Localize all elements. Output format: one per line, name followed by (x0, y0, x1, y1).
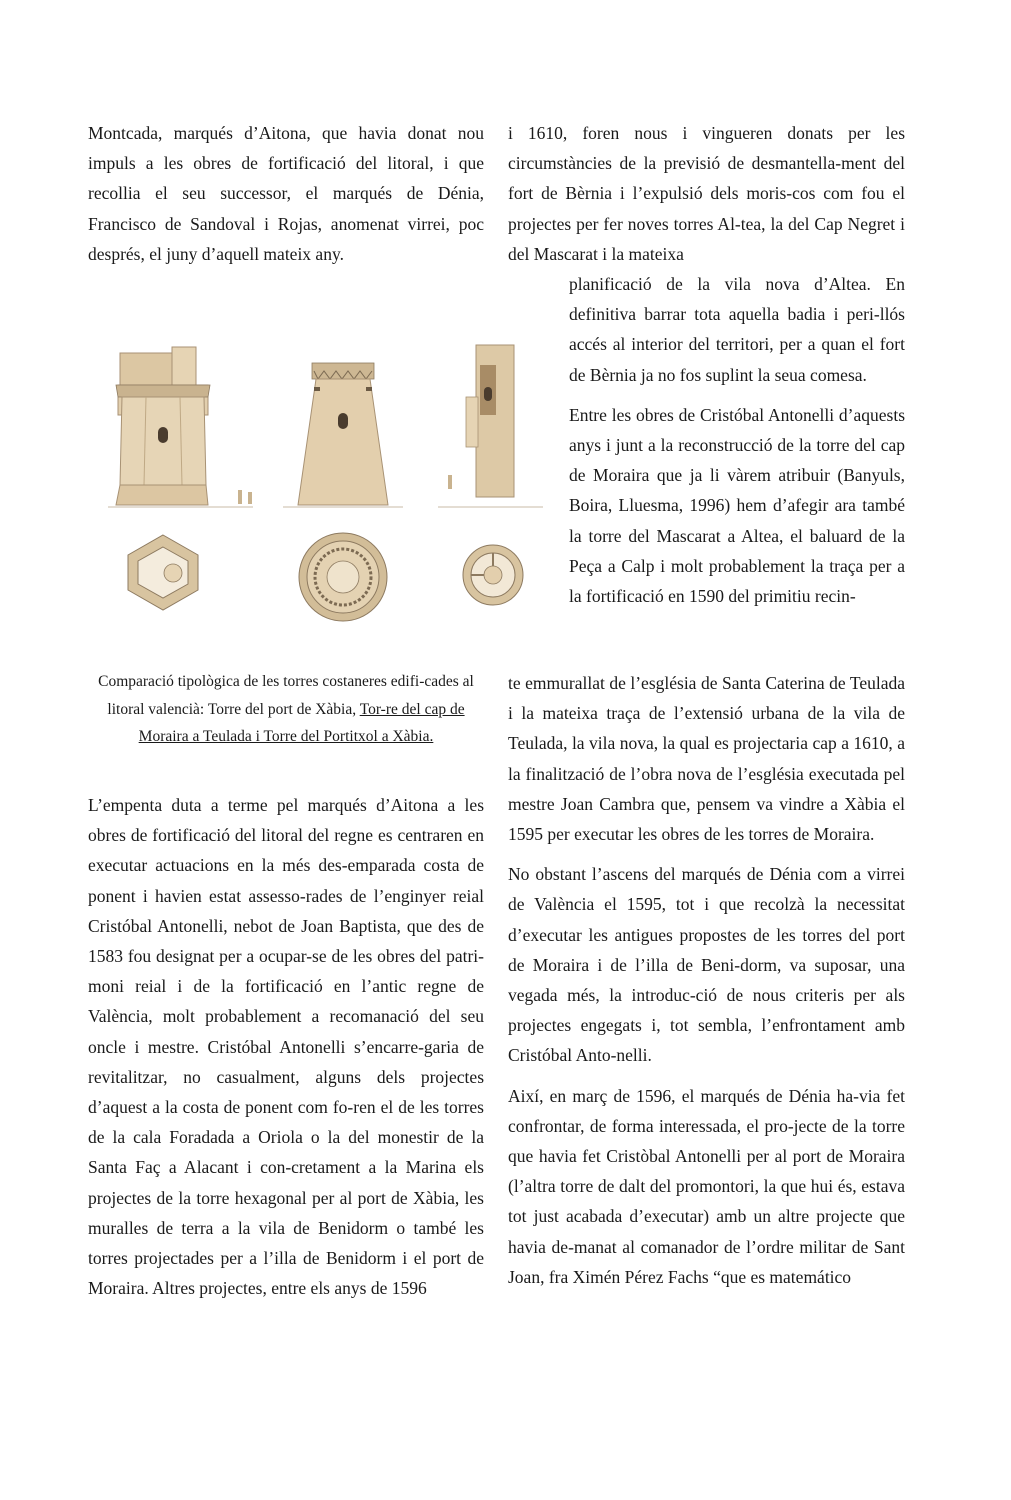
tower-hexagonal-plan (128, 535, 198, 610)
paragraph: planificació de la vila nova d’Altea. En definitiva barrar tota aquella badia i peri-llós accés al interior del territori, per a quan el fort de Bèrnia ja no fos suplint la seua comesa. (569, 274, 905, 385)
towers-illustration (88, 335, 548, 645)
paragraph: Montcada, marqués d’Aitona, que havia donat nou impuls a les obres de fortificació del litoral, i que recollia el seu successor, el marqués de Dénia, Francisco de Sandoval i Rojas, anomenat virrei, poc després, el juny d’aquell mateix any. (88, 123, 484, 264)
tower-hexagonal-elevation (108, 347, 253, 507)
paragraph: L’empenta duta a terme pel marqués d’Aitona a les obres de fortificació del litoral del regne es centraren en executar actuacions en la més des-emparada costa de ponent i havien estat assesso-rades de l’enginyer reial Cristóbal Antonelli, nebot de Joan Baptista, que des de 1583 fou designat per a ocupar-se de les obres del patri-moni reial i de la fortificació en l’antic regne de València, molt probablement a recomanació del seu oncle i mestre. Cristóbal Antonelli s’encarre-garia de revitalitzar, no casualment, alguns dels projectes d’aquest a la costa de ponent com fo-ren el de les torres de la cala Foradada a Oriola o la del monestir de la Santa Faç a Alacant i con-cretament a la Marina els projectes de la torre hexagonal per al port de Xàbia, les muralles de terra a la vila de Benidorm o també les torres projectades per a l’illa de Benidorm i el port de Moraira. Altres projectes, entre els anys de 1596 (88, 795, 484, 1299)
tower-cylindrical-plan (463, 545, 523, 605)
paragraph: Així, en març de 1596, el marqués de Dénia ha-via fet confrontar, de forma interessada, el pro-jecte de la torre que havia fet Cristòbal Antonelli per al port de Moraira (l’altra torre de dalt del promontori, la que hui és, estava tot just acabada d’executar) amb un altre projecte que havia de-manat al comanador de l’ordre militar de Sant Joan, fra Ximén Pérez Fachs “que es matemático (508, 1085, 905, 1287)
right-column-indented (569, 269, 905, 611)
tower-round-plan (299, 533, 387, 621)
paragraph: i 1610, foren nous i vingueren donats per les circumstàncies de la previsió de desmantella-ment del fort de Bèrnia i l’expulsió dels moris-cos com fou el projectes per fer noves torres Al-tea, la del Cap Negret i del Mascarat i la mateixa (508, 123, 905, 264)
figure-caption (88, 668, 484, 751)
tower-round-elevation (248, 363, 403, 507)
caption-text: Comparació tipològica de les torres costaneres edifi-cades al litoral valencià: Torre del port de Xàbia, (98, 673, 474, 718)
right-column-top (508, 118, 905, 269)
tower-cylindrical-elevation (438, 345, 543, 507)
left-column-bottom (88, 790, 484, 1303)
paragraph: No obstant l’ascens del marqués de Dénia com a virrei de València el 1595, tot i que recolzà la necessitat d’executar les antigues propostes de les torres del port de Moraira i de l’illa de Beni-dorm, va suposar, una vegada més, la introduc-ció de nous criteris per als projectes engegats i, tot sembla, l’enfrontament amb Cristóbal Anto-nelli. (508, 864, 905, 1066)
paragraph: Entre les obres de Cristóbal Antonelli d’aquests anys i junt a la reconstrucció de la torre del cap de Moraira que ja li vàrem atribuir (Banyuls, Boira, Lluesma, 1996) hem d’afegir ara també la torre del Mascarat a Altea, el baluard de la Peça a Calp i molt probablement la traça per a la fortificació en 1590 del primitiu recin- (569, 404, 905, 607)
paragraph: te emmurallat de l’església de Santa Caterina de Teulada i la mateixa traça de l’extensió urbana de la vila de Teulada, la vila nova, la qual es projectaria cap a 1610, a la finalització de l’obra nova de l’església executada pel mestre Joan Cambra que, pensem va vindre a Xàbia el 1595 per executar les obres de les torres de Moraira. (508, 673, 905, 845)
caption-underlined-text: Tor-re del cap de Moraira a Teulada i Torre del Portitxol a Xàbia. (138, 700, 465, 745)
left-column-top (88, 118, 484, 269)
right-column-bottom (508, 668, 905, 1292)
